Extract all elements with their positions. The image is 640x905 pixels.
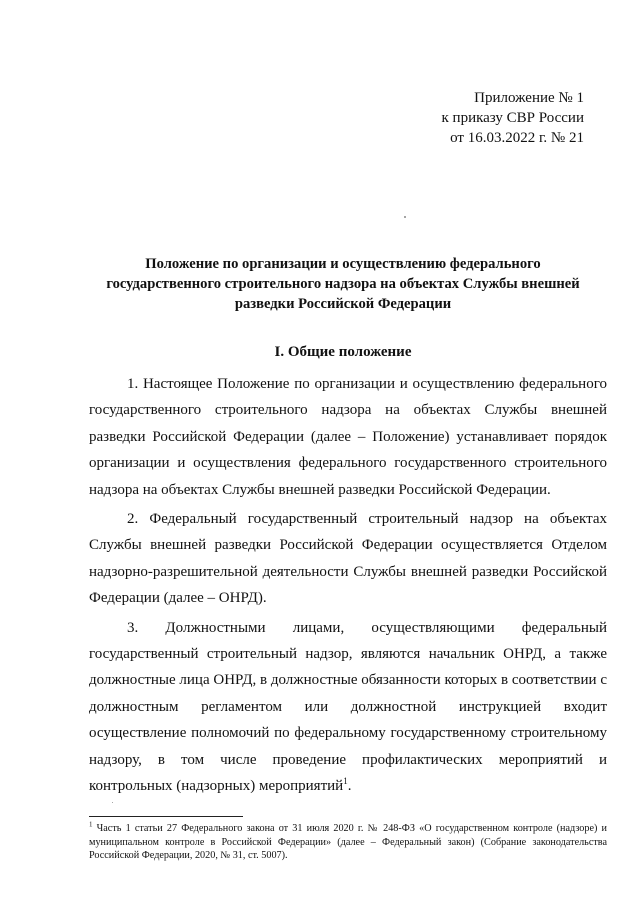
- body-text: [89, 371, 607, 803]
- paragraph-3-text: 3. Должностными лицами, осуществляющими федеральный государственный строительный надзор, являются начальник ОНРД, а также должностные лица ОНРД, в должностные обязанности которых в соответствии с должностным регламентом или должностной инструкцией входит осуществление полномочий по федеральному государственному строительному надзору, в том числе проведение профилактических мероприятий и контрольных (надзорных) мероприятий: [89, 619, 607, 795]
- title-line-3: разведки Российской Федерации: [234, 296, 452, 312]
- title-line-1: Положение по организации и осуществлению федерального: [145, 256, 541, 272]
- appendix-reference: [442, 88, 585, 148]
- footnote-marker: 1: [89, 820, 93, 829]
- footnote: [89, 822, 607, 863]
- paragraph-2: 2. Федеральный государственный строительный надзор на объектах Службы внешней разведки Российской Федерации осуществляется Отделом надзорно-разрешительной деятельности Службы внешней разведки Российской Федерации (далее – ОНРД).: [89, 511, 607, 607]
- paragraph-3: [89, 615, 607, 800]
- scan-speck: [112, 802, 113, 803]
- footnote-separator: [89, 816, 243, 817]
- footnote-text: Часть 1 статьи 27 Федерального закона от 31 июля 2020 г. № 248-ФЗ «О государственном контроле (надзоре) и муниципальном контроле в Российской Федерации» (далее – Федеральный закон) (Собрание законодательства Российской Федерации, 2020, № 31, ст. 5007).: [89, 823, 607, 861]
- title-line-2: государственного строительного надзора на объектах Службы внешней: [106, 276, 580, 292]
- appendix-order: к приказу СВР России: [441, 110, 584, 126]
- scan-speck: [404, 216, 406, 218]
- document-title: [88, 254, 598, 314]
- appendix-number: Приложение № 1: [474, 90, 584, 106]
- paragraph-1: 1. Настоящее Положение по организации и осуществлению федерального государственного строительного надзора на объектах Службы внешней разведки Российской Федерации (далее – Положение) устанавливает порядок организации и осуществления федерального государственного строительного надзора на объектах Службы внешней разведки Российской Федерации.: [89, 376, 607, 498]
- footnote-reference[interactable]: 1: [343, 776, 348, 787]
- appendix-date: от 16.03.2022 г. № 21: [450, 130, 584, 146]
- section-heading: I. Общие положение: [274, 344, 412, 360]
- paragraph-3-end: .: [347, 778, 352, 795]
